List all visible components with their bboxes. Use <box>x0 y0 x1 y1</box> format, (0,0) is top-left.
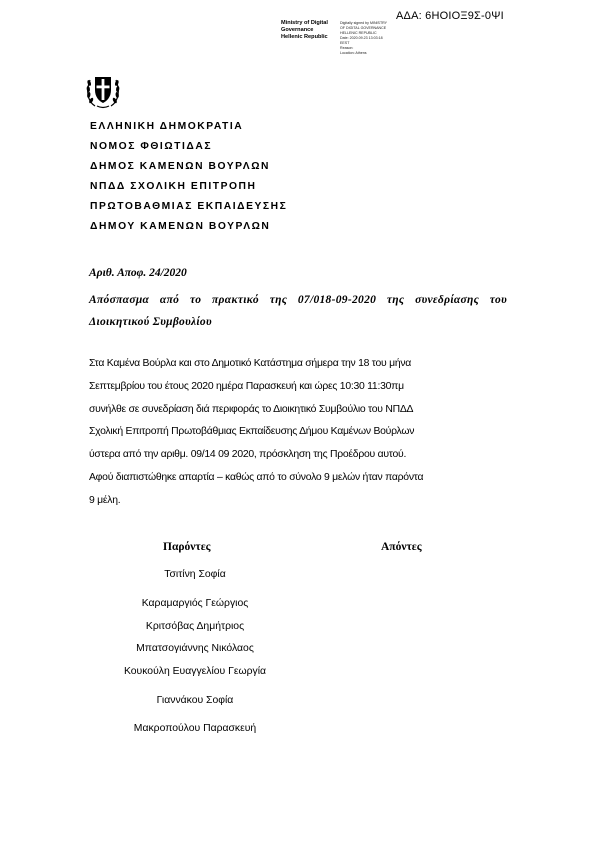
decision-number: Αριθ. Αποφ. 24/2020 <box>89 267 187 279</box>
header-line: ΕΛΛΗΝΙΚΗ ΔΗΜΟΚΡΑΤΙΑ <box>90 121 244 132</box>
signature-detail-line: OF DIGITAL GOVERNANCE <box>340 26 387 30</box>
signature-detail-line: Location: Athens <box>340 51 367 55</box>
paragraph-line: Στα Καμένα Βούρλα και στο Δημοτικό Κατάστημα σήμερα την 18 του μήνα <box>89 358 412 369</box>
document-header <box>90 117 287 237</box>
header-line: ΠΡΩΤΟΒΑΘΜΙΑΣ ΕΚΠΑΙΔΕΥΣΗΣ <box>90 201 288 212</box>
header-line: ΝΠΔΔ ΣΧΟΛΙΚΗ ΕΠΙΤΡΟΠΗ <box>90 181 257 192</box>
present-member: Κριτσόβας Δημήτριος <box>145 621 245 632</box>
present-member: Κουκούλη Ευαγγελίου Γεωργία <box>123 666 267 677</box>
paragraph-line: Σχολική Επιτροπή Πρωτοβάθμιας Εκπαίδευσης Δήμου Καμένων Βούρλων <box>89 426 415 438</box>
signature-detail-line: Digitally signed by MINISTRY <box>340 21 388 25</box>
present-member: Τσιτίνη Σοφία <box>164 569 226 580</box>
present-member: Καραμαργιός Γεώργιος <box>141 598 249 609</box>
present-member: Γιαννάκου Σοφία <box>156 695 234 706</box>
present-member: Μπατσογιάννης Νικόλαος <box>136 643 254 654</box>
ada-code: ΑΔΑ: 6ΗΟΙΟΞ9Σ-0ΨΙ <box>396 10 504 22</box>
signature-detail-line: Date: 2020.09.23 13:03:18 <box>340 36 383 40</box>
signature-detail-line: EEST <box>340 41 350 45</box>
paragraph-line: Σεπτεμβρίου του έτους 2020 ημέρα Παρασκευή και ώρες 10:30 11:30πμ <box>89 380 404 392</box>
present-header: Παρόντες <box>163 541 211 553</box>
paragraph-line: ύστερα από την αριθμ. 09/14 09 2020, πρόσκληση της Προέδρου αυτού. <box>89 449 407 461</box>
signature-detail-line: Reason: <box>340 46 354 50</box>
signature-detail-line: HELLENIC REPUBLIC <box>340 31 377 35</box>
decision-subject: Απόσπασμα από το πρακτικό της 07/018-09-2020 της συνεδρίασης του Διοικητικού Συμβουλίου <box>89 294 507 328</box>
present-member: Μακροπούλου Παρασκευή <box>133 723 257 734</box>
signature-label-line: Hellenic Republic <box>281 34 328 40</box>
absent-header: Απόντες <box>381 541 422 553</box>
paragraph-line: 9 μέλη. <box>89 494 121 506</box>
header-line: ΔΗΜΟΥ ΚΑΜΕΝΩΝ ΒΟΥΡΛΩΝ <box>90 221 271 232</box>
minutes-paragraph <box>89 353 509 513</box>
header-line: ΔΗΜΟΣ ΚΑΜΕΝΩΝ ΒΟΥΡΛΩΝ <box>90 161 271 172</box>
digital-signature-labels <box>281 20 328 41</box>
paragraph-line: συνήλθε σε συνεδρίαση διά περιφοράς το Διοικητικό Συμβούλιο του ΝΠΔΔ <box>89 403 414 415</box>
signature-label-line: Ministry of Digital <box>281 20 328 26</box>
paragraph-line: Αφού διαπιστώθηκε απαρτία – καθώς από το σύνολο 9 μελών ήταν παρόντα <box>89 471 424 483</box>
coat-of-arms-icon <box>85 70 121 110</box>
header-line: ΝΟΜΟΣ ΦΘΙΩΤΙΔΑΣ <box>90 141 213 152</box>
digital-signature-details <box>340 21 387 56</box>
signature-label-line: Governance <box>281 27 314 33</box>
